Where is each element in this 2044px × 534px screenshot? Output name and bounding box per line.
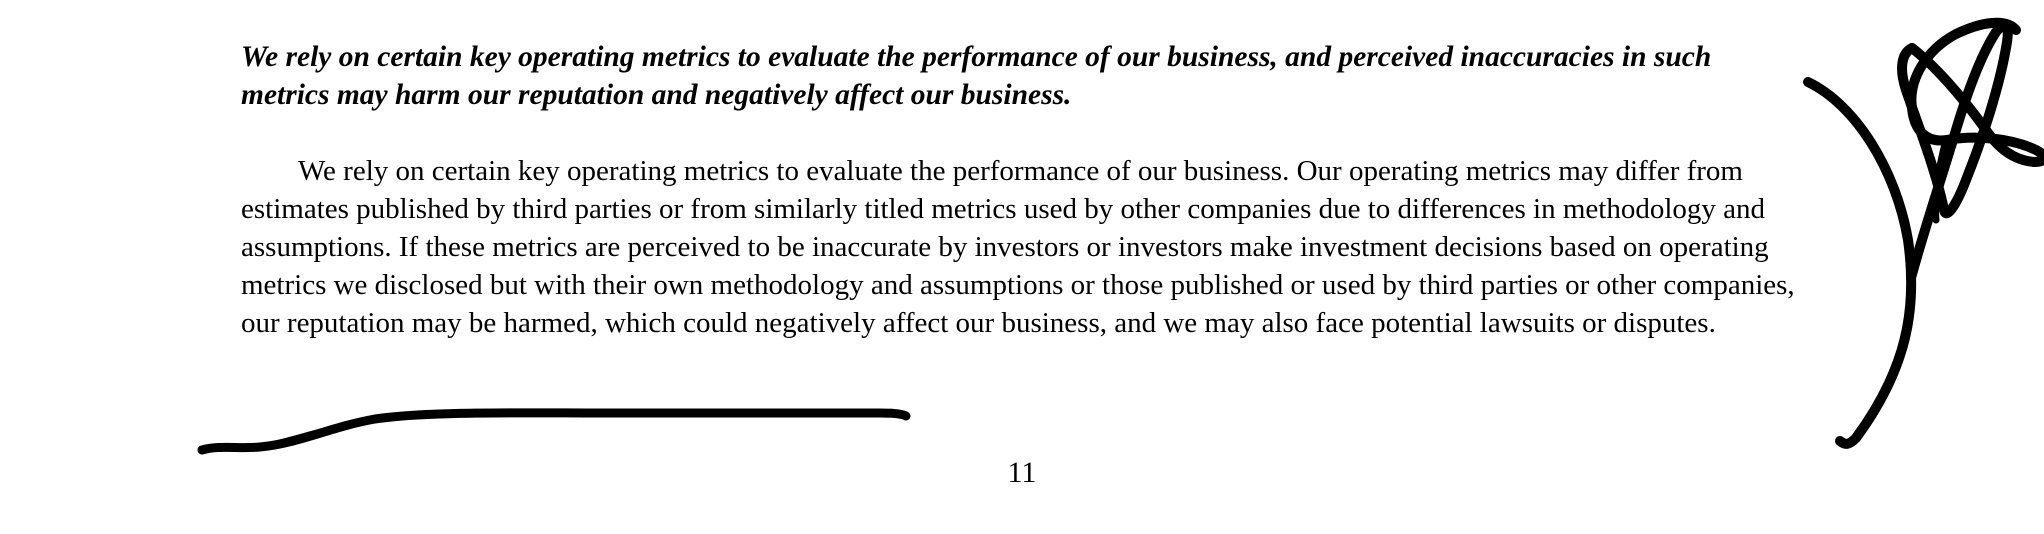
page-number: 11 [1007,456,1037,489]
handwritten-signature [1796,10,2044,450]
section-heading: We rely on certain key operating metrics to evaluate the performance of our business, and perceived inaccuracies in such metrics may harm our reputation and negatively affect our business. [241,41,1712,111]
body-paragraph: We rely on certain key operating metrics to evaluate the performance of our business. Our operating metrics may differ from estimates published by third parties or from similarly titled metrics used by other companies due to differences in methodology and assumptions. If these metrics are perceived to be inaccurate by investors or investors make investment decisions based on operating metrics we disclosed but with their own methodology and assumptions or those published or used by third parties or other companies, our reputation may be harmed, which could negatively affect our business, and we may also face potential lawsuits or disputes. [241,155,1795,339]
